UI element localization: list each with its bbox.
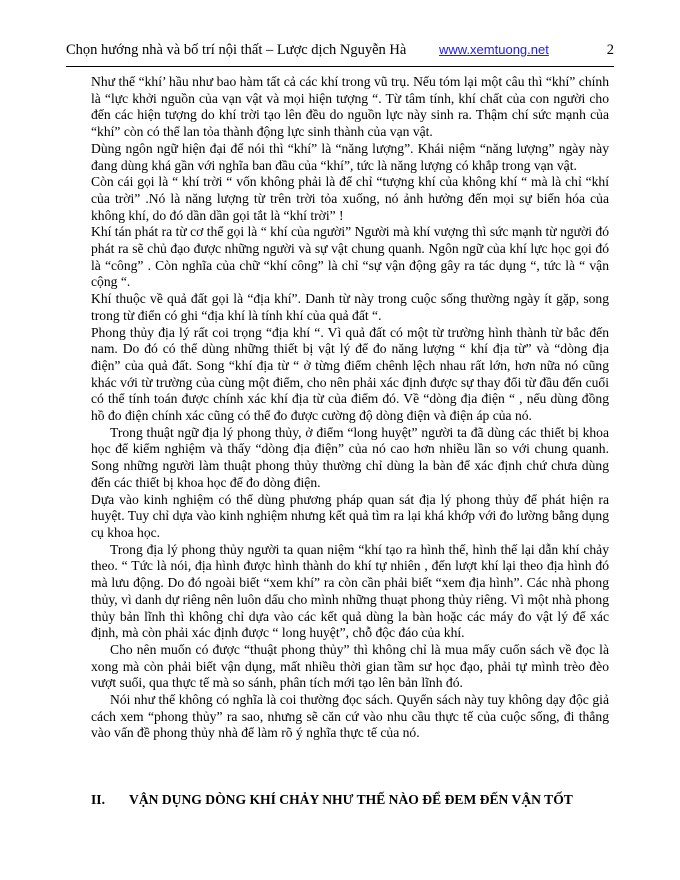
paragraph: Phong thủy địa lý rất coi trọng “địa khí “. Vì quả đất có một từ trường hình thành từ bắc đến nam. Do đó có thể dùng những thiết bị vật lý để đo năng lượng “ khí địa từ” và “dòng địa điện” của quả đất. Song “khí địa từ “ ở từng điểm chênh lệch nhau rất lớn, hơn nữa nó cũng khác với từ trường của cùng một điểm, cho nên phải xác định được sự thay đổi từ đầu đến cuối có thể tính toán được chính xác khí địa từ của điểm đó. Về “dòng địa điện “ , nếu dùng đồng hồ đo điện chính xác cũng có thể đo được cường độ dòng điện và điện áp của nó. [91, 324, 609, 424]
header-title: Chọn hướng nhà và bố trí nội thất – Lược dịch Nguyễn Hà [66, 42, 407, 58]
paragraph: Khí thuộc về quả đất gọi là “địa khí”. Danh từ này trong cuộc sống thường ngày ít gặp, song trong từ điển có ghi “địa khí là tính khí của quả đất “. [91, 291, 609, 323]
paragraph: Khí tán phát ra từ cơ thể gọi là “ khí của người” Người mà khí vượng thì sức mạnh từ người đó phát ra sẽ chủ đạo được những người và sự vật chung quanh. Ngôn ngữ của khí lực học gọi đó là “công” . Còn nghĩa của chữ “khí công” là chỉ “sự vận động gây ra tác dụng “, tức là “ vận cộng “. [91, 224, 609, 290]
page-number: 2 [606, 42, 614, 58]
page-header [66, 40, 614, 67]
header-url-link[interactable]: www.xemtuong.net [439, 42, 549, 57]
section-heading [91, 792, 611, 808]
paragraph: Dựa vào kinh nghiệm có thể dùng phương pháp quan sát địa lý phong thủy để phát hiện ra huyệt. Tuy chỉ dựa vào kinh nghiệm nhưng kết quả tìm ra lại khá khớp với đo lường bằng dụng cụ khoa học. [91, 491, 609, 540]
paragraph: Còn cái gọi là “ khí trời “ vốn không phải là để chỉ “tượng khí của không khí “ mà là chỉ “khí của trời” .Nó là năng lượng từ trên trời tỏa xuống, nó ảnh hưởng đến mọi sự biến hóa của không khí, do đó dần dần gọi tắt là “khí trời” ! [91, 174, 609, 223]
paragraph: Như thế “khí’ hầu như bao hàm tất cả các khí trong vũ trụ. Nếu tóm lại một câu thì “khí” chính là “lực khởi nguồn của vạn vật và mọi hiện tượng “. Từ tâm tính, khí chất của con người cho đến các hiện tượng do khí trời tạo lên đều do nguồn lực này sinh ra. Thậm chí sức mạnh của “khí” còn có thể lan tỏa thành động lực sinh thành của vạn vật. [91, 74, 609, 140]
paragraph: Trong địa lý phong thủy người ta quan niệm “khí tạo ra hình thế, hình thế lại dẫn khí chảy theo. “ Tức là nói, địa hình được hình thành do khí tự nhiên , đến lượt khí lại theo địa hình đó mà lưu động. Do đó ngoài biết “xem khí” ra còn cần phải biết “xem địa hình”. Các nhà phong thủy, vì danh dự riêng nên luôn dấu cho mình những thuạt phong thủy riêng. Vì một nhà phong thủy bản lĩnh thì không chỉ dựa vào các kết quả dùng la bàn hoặc các máy đo vật lý để xác định, mà còn phải xác định được “ long huyệt”, chỗ độc đáo của khí. [91, 541, 609, 641]
section-number: II. [91, 792, 105, 807]
section-title: VẬN DỤNG DÒNG KHÍ CHẢY NHƯ THẾ NÀO ĐỂ ĐEM ĐẾN VẬN TỐT [129, 792, 573, 807]
paragraph: Cho nên muốn có được “thuật phong thủy” thì không chỉ là mua mấy cuốn sách về đọc là xong mà còn phải biết vận dụng, mất nhiều thời gian tầm sư học đạo, phải tự mình trèo đèo vượt suối, qua thực tế mà so sánh, phân tích mới tạo lên bản lĩnh đó. [91, 641, 609, 691]
paragraph: Dùng ngôn ngữ hiện đại để nói thì “khí” là “năng lượng”. Khái niệm “năng lượng” ngày này đang dùng khá gần với nghĩa ban đầu của “khí”, tức là năng lượng có khắp trong vạn vật. [91, 140, 609, 173]
paragraph: Nói như thế không có nghĩa là coi thường đọc sách. Quyển sách này tuy không dạy độc giả cách xem “phong thủy” ra sao, nhưng sẽ căn cứ vào nhu cầu thực tế của cuộc sống, đi thẳng vào vấn đề phong thủy nhà để làm rõ ý nghĩa thực tế của nó. [91, 692, 609, 741]
body-text [91, 74, 609, 742]
paragraph: Trong thuật ngữ địa lý phong thủy, ở điểm “long huyệt” người ta đã dùng các thiết bị khoa học để kiểm nghiệm và thấy “dòng địa điện” của nó cao hơn nhiều lần so với chung quanh. Song những người làm thuật phong thủy thường chỉ dùng la bàn để xác định chứ chưa dùng đến các thiết bị khoa học để đo dòng điện. [91, 424, 609, 490]
